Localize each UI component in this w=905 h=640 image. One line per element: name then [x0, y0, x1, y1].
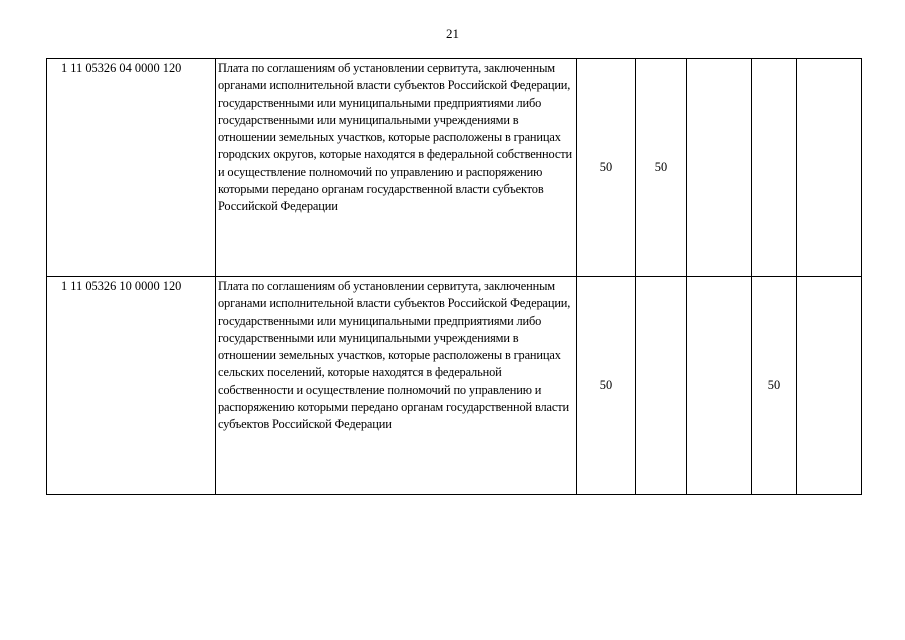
page-number: 21: [446, 26, 459, 41]
budget-code-cell: 1 11 05326 04 0000 120: [47, 59, 216, 277]
income-description-cell: Плата по соглашениям об установлении сервитута, заключенным органами исполнительной власти субъектов Российской Федерации, государственными или муниципальными предприятиями либо государственными или муниципальными учреждениями в отношении земельных участков, которые расположены в границах сельских поселений, которые находятся в федеральной собственности и осуществление полномочий по управлению и распоряжению которыми передано органам государственной власти субъектов Российской Федерации: [216, 277, 577, 495]
normative-value-cell: [752, 59, 797, 277]
normative-value-cell: 50: [577, 59, 636, 277]
normative-value-cell: [797, 277, 862, 495]
normative-value-cell: 50: [752, 277, 797, 495]
normative-value-cell: [636, 277, 687, 495]
table-row: [47, 277, 862, 495]
table-row: [47, 59, 862, 277]
normative-value-cell: 50: [577, 277, 636, 495]
normative-value-cell: [687, 277, 752, 495]
normative-value-cell: [797, 59, 862, 277]
normative-value-cell: 50: [636, 59, 687, 277]
revenue-table: [46, 58, 862, 495]
income-description-cell: Плата по соглашениям об установлении сервитута, заключенным органами исполнительной власти субъектов Российской Федерации, государственными или муниципальными предприятиями либо государственными или муниципальными учреждениями в отношении земельных участков, которые расположены в границах городских округов, которые находятся в федеральной собственности и осуществление полномочий по управлению и распоряжению которыми передано органам государственной власти субъектов Российской Федерации: [216, 59, 577, 277]
budget-code-cell: 1 11 05326 10 0000 120: [47, 277, 216, 495]
normative-value-cell: [687, 59, 752, 277]
